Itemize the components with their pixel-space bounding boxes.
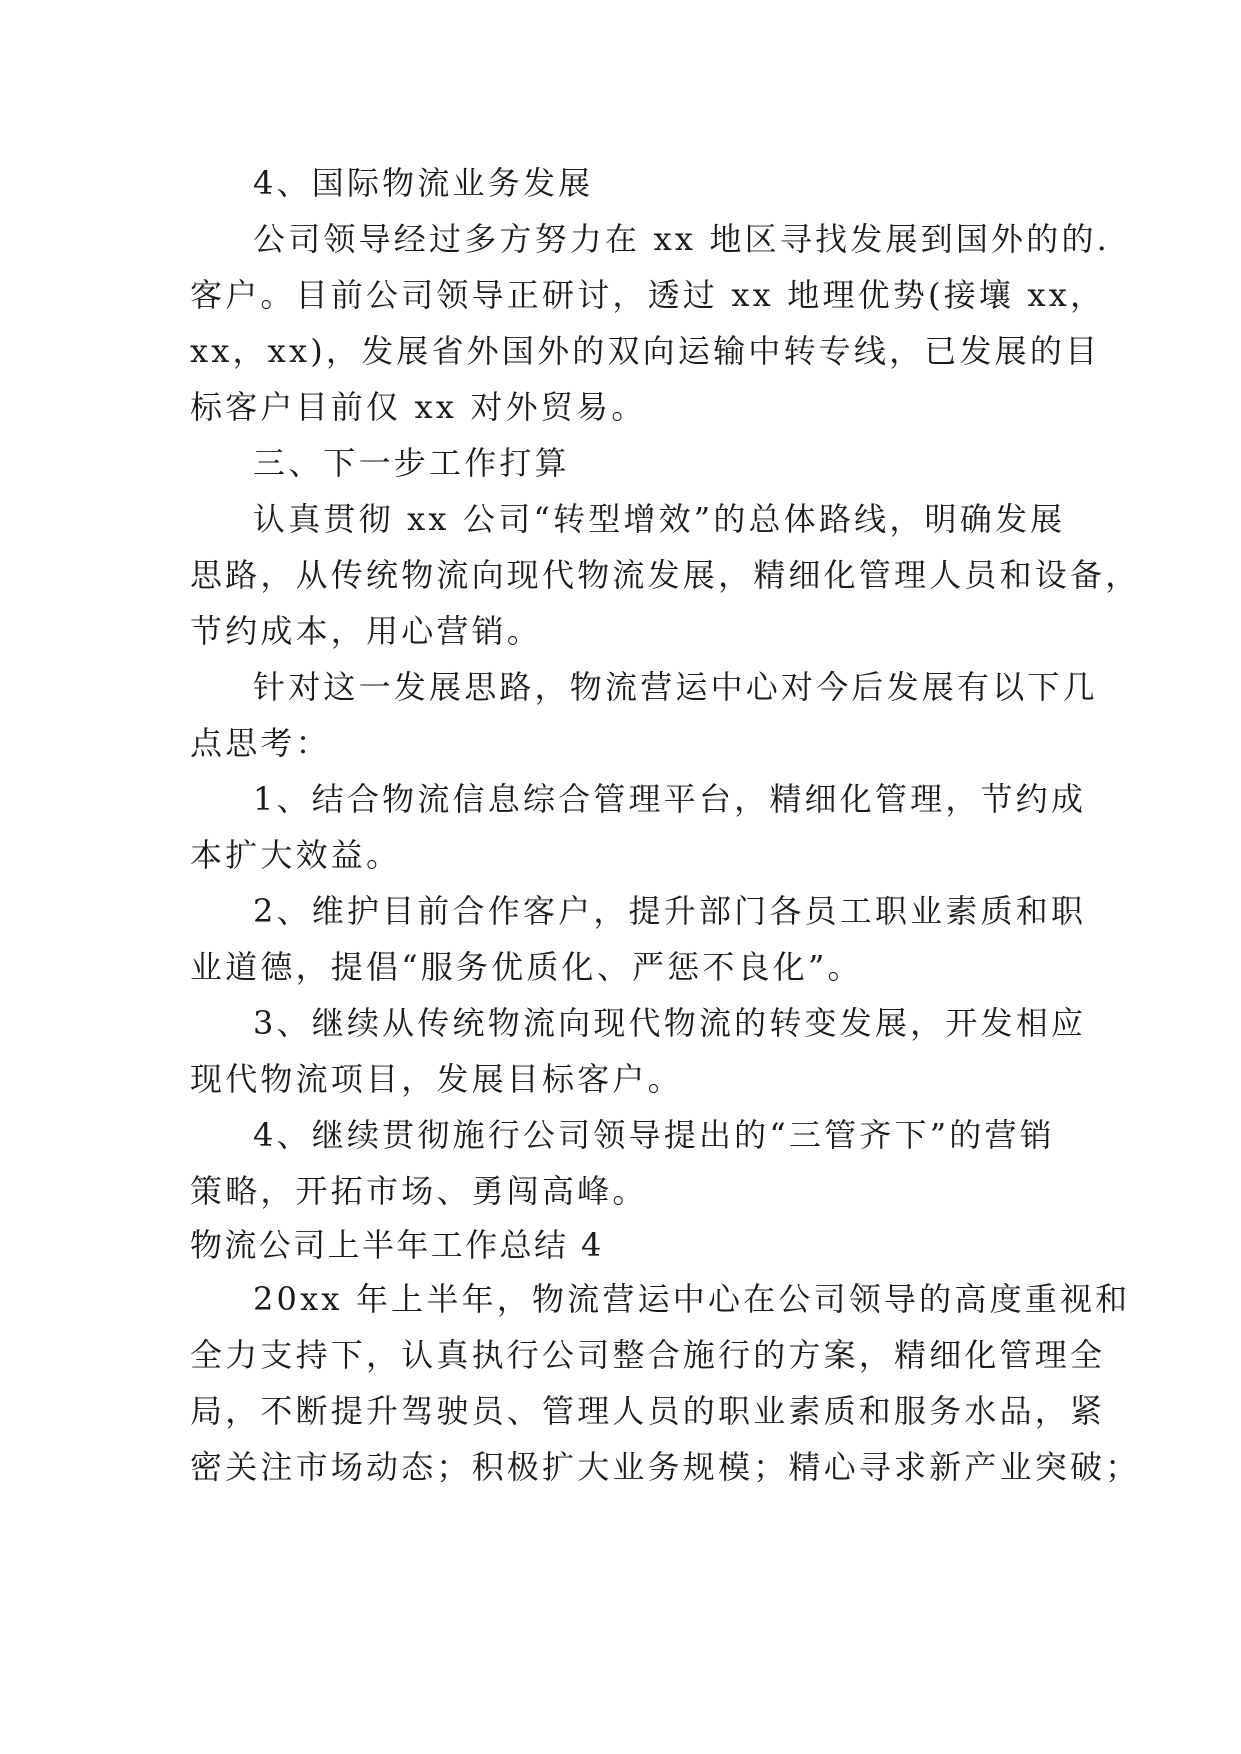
paragraph-line: 局，不断提升驾驶员、管理人员的职业素质和服务水品，紧 (190, 1392, 1106, 1430)
list-item-line: 现代物流项目，发展目标客户。 (190, 1060, 683, 1098)
paragraph-line: xx，xx)，发展省外国外的双向运输中转专线，已发展的目 (190, 332, 1101, 370)
section-heading-international: 4、国际物流业务发展 (253, 164, 594, 202)
list-item-line: 本扩大效益。 (190, 836, 402, 874)
paragraph-line: 节约成本，用心营销。 (190, 612, 543, 650)
paragraph-line: 公司领导经过多方努力在 xx 地区寻找发展到国外的的. (253, 220, 1111, 258)
list-item-line: 4、继续贯彻施行公司领导提出的“三管齐下”的营销 (253, 1116, 1055, 1154)
list-item-line: 策略，开拓市场、勇闯高峰。 (190, 1172, 648, 1210)
paragraph-line: 密关注市场动态；积极扩大业务规模；精心寻求新产业突破； (190, 1448, 1141, 1486)
document-title: 物流公司上半年工作总结 4 (190, 1226, 604, 1264)
paragraph-line: 针对这一发展思路，物流营运中心对今后发展有以下几 (253, 668, 1098, 706)
paragraph-line: 客户。目前公司领导正研讨，透过 xx 地理优势(接壤 xx， (190, 276, 1106, 314)
list-item-line: 2、维护目前合作客户，提升部门各员工职业素质和职 (253, 892, 1087, 930)
paragraph-line: 20xx 年上半年，物流营运中心在公司领导的高度重视和 (253, 1280, 1131, 1318)
paragraph-line: 全力支持下，认真执行公司整合施行的方案，精细化管理全 (190, 1336, 1106, 1374)
paragraph-line: 思路，从传统物流向现代物流发展，精细化管理人员和设备， (190, 556, 1141, 594)
paragraph-line: 标客户目前仅 xx 对外贸易。 (190, 388, 647, 426)
list-item-line: 业道德，提倡“服务优质化、严惩不良化”。 (190, 948, 863, 986)
list-item-line: 3、继续从传统物流向现代物流的转变发展，开发相应 (253, 1004, 1087, 1042)
list-item-line: 1、结合物流信息综合管理平台，精细化管理，节约成 (253, 780, 1087, 818)
section-heading-next-steps: 三、下一步工作打算 (253, 444, 570, 482)
paragraph-line: 认真贯彻 xx 公司“转型增效”的总体路线，明确发展 (253, 500, 1066, 538)
paragraph-line: 点思考： (190, 724, 331, 762)
